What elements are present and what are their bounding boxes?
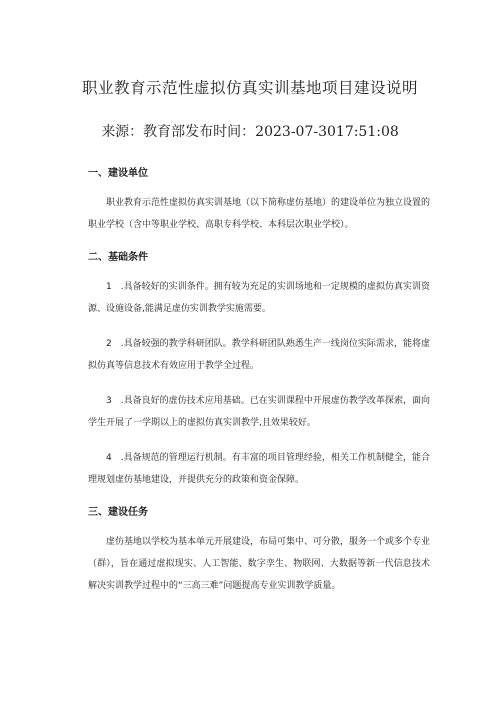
section-heading: 一、建设单位 (88, 168, 148, 179)
document-title: 职业教育示范性虚拟仿真实训基地项目建设说明 (81, 79, 418, 97)
condition-item-4: 4 .具备规范的管理运行机制。有丰富的项目管理经验，相关工作机制健全，能合理规划虚仿基地建设，并提供充分的政策和资金保障。 (88, 453, 430, 485)
section-2 (88, 250, 430, 491)
section-3 (88, 505, 430, 597)
section-heading: 三、建设任务 (88, 507, 148, 518)
section-heading: 二、基础条件 (88, 252, 148, 263)
section-1 (88, 166, 430, 236)
section-paragraph: 虚仿基地以学校为基本单元开展建设，布局可集中、可分散，服务一个或多个专业（群），旨在通过虚拟现实、人工智能、数字孪生、物联网、大数据等新一代信息技术解决实训教学过程中的“三高三难”问题提高专业实训教学质量。 (88, 537, 431, 591)
section-paragraph: 职业教育示范性虚拟仿真实训基地（以下简称虚仿基地）的建设单位为独立设置的职业学校（含中等职业学校、高职专科学校、本科层次职业学校）。 (88, 198, 431, 230)
condition-item-2: 2 .具备较强的教学科研团队。教学科研团队熟悉生产一线岗位实际需求，能将虚拟仿真等信息技术有效应用于教学全过程。 (88, 339, 430, 371)
condition-item-1: 1 .具备较好的实训条件。拥有较为充足的实训场地和一定规模的虚拟仿真实训资源、设施设备,能满足虚仿实训教学实施需要。 (88, 282, 430, 314)
source-and-date: 来源：教育部发布时间：2023-07-3017:51:08 (101, 124, 399, 140)
document-body (88, 166, 430, 611)
condition-item-3: 3 .具备良好的虚仿技术应用基础。已在实训课程中开展虚仿教学改革探索，面向学生开展了一学期以上的虚拟仿真实训教学,且效果较好。 (88, 396, 430, 428)
